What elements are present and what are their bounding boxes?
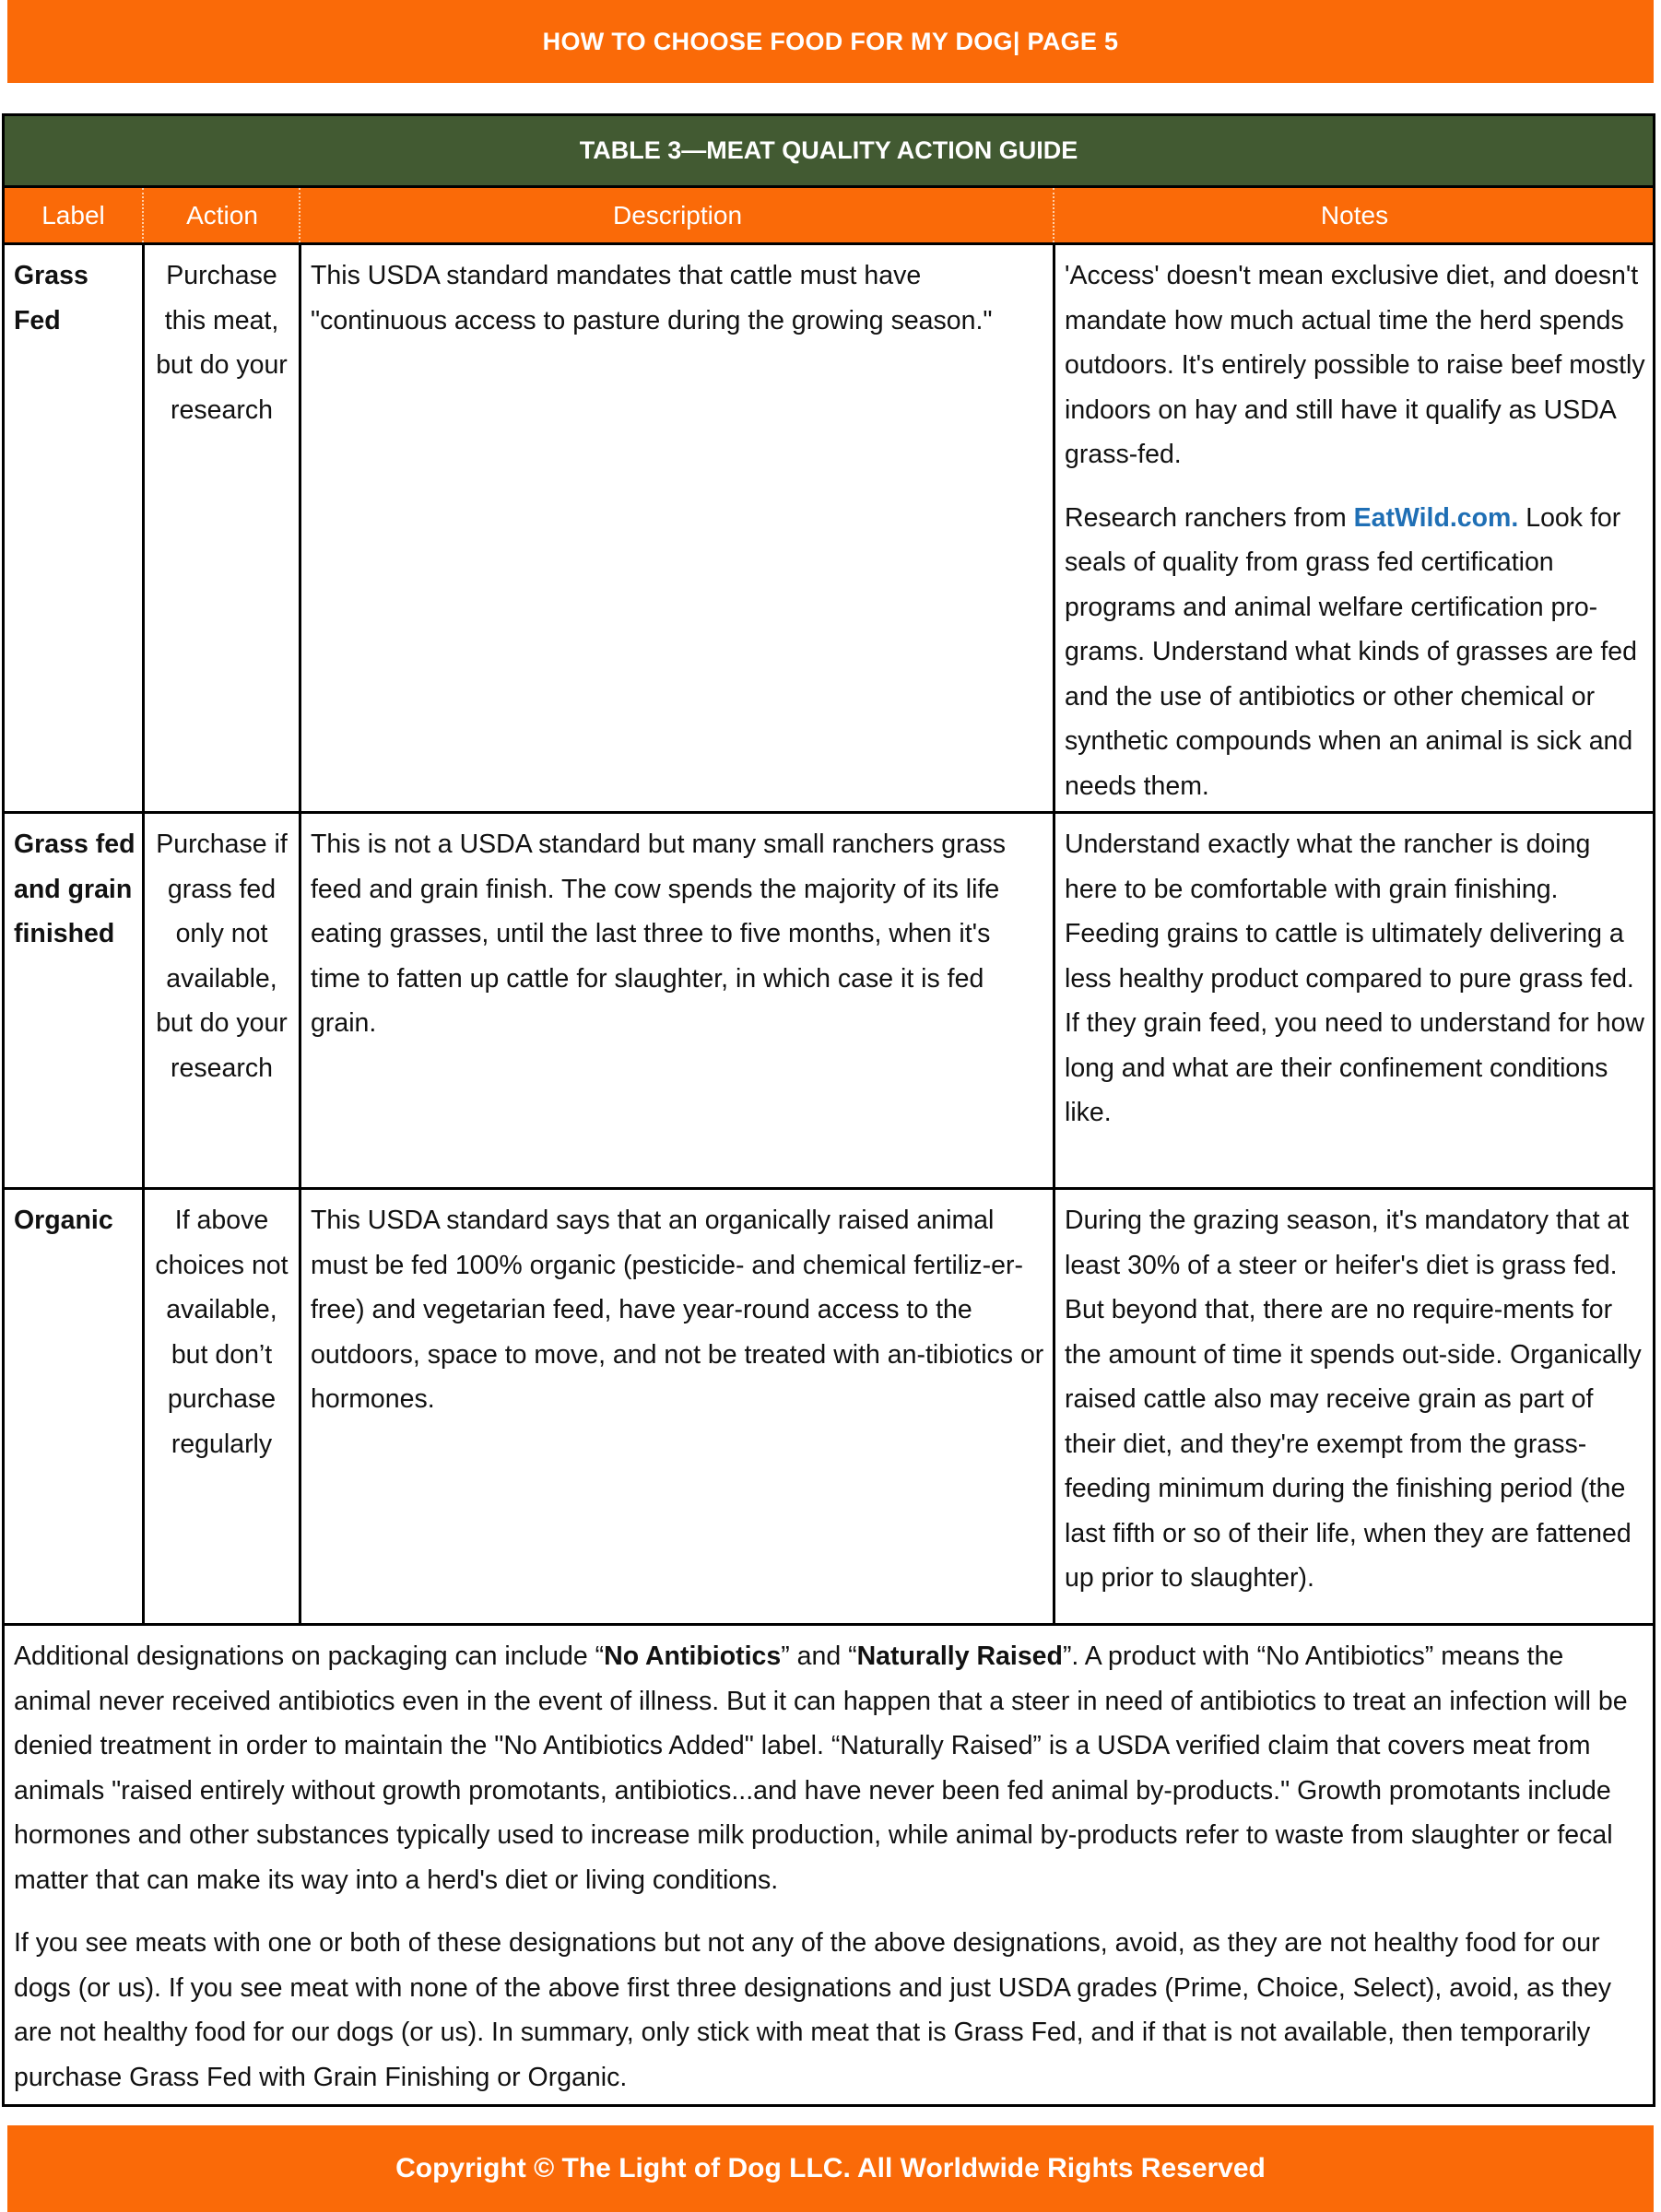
row-label: Grass fed and grain finished	[14, 830, 135, 948]
table-title-text: TABLE 3—MEAT QUALITY ACTION GUIDE	[579, 136, 1078, 164]
page-header-title: HOW TO CHOOSE FOOD FOR MY DOG| PAGE 5	[542, 27, 1119, 55]
row-action: Purchase if grass fed only not available, but do your research	[142, 814, 299, 1187]
table-header-row	[5, 188, 1653, 245]
copyright-text: Copyright © The Light of Dog LLC. All Worldwide Rights Reserved	[395, 2153, 1266, 2183]
column-header-description: Description	[299, 188, 1054, 242]
row-notes: During the grazing season, it's mandatory that at least 30% of a steer or heifer's diet is grass fed. But beyond that, there are no require-ments for the amount of time it spends out-side. Organically raised cattle also may receive grain as part of their diet, and they're exempt from the grass-feeding minimum during the finishing period (the last fifth or so of their life, when they are fattened up prior to slaughter).	[1053, 1190, 1653, 1623]
summary-bold-term: Naturally Raised	[856, 1641, 1063, 1671]
page-header	[7, 0, 1654, 83]
table-row	[5, 1190, 1653, 1626]
notes-paragraph	[1065, 496, 1649, 809]
summary-text: ” and “	[781, 1641, 857, 1671]
summary-text: ”. A product with “No Antibiotics” means the animal never received antibiotics even in the event of illness. But it can happen that a steer in need of antibiotics to treat an infection will be denied treatment in order to maintain the "No Antibiotics Added" label. “Naturally Raised” is a USDA verified claim that covers meat from animals "raised entirely without growth promotants, antibiotics...and have never been fed animal by-products." Growth promotants include hormones and other substances typically used to increase milk production, while animal by-products refer to waste from slaughter or fecal matter that can make its way into a herd's diet or living conditions.	[14, 1641, 1628, 1895]
notes-text: Research ranchers from	[1065, 502, 1354, 533]
row-action: Purchase this meat, but do your research	[142, 245, 299, 811]
row-notes	[1053, 245, 1653, 811]
table-summary	[5, 1626, 1653, 2100]
summary-bold-term: No Antibiotics	[604, 1641, 782, 1671]
table-title	[5, 116, 1653, 188]
notes-paragraph: 'Access' doesn't mean exclusive diet, and doesn't mandate how much actual time the herd spends outdoors. It's entirely possible to raise beef mostly indoors on hay and still have it qualify as USDA grass-fed.	[1065, 261, 1645, 469]
column-header-notes: Notes	[1053, 188, 1655, 242]
row-notes: Understand exactly what the rancher is doing here to be comfortable with grain finishing. Feeding grains to cattle is ultimately delivering a less healthy product compared to pure grass fed. If they grain feed, you need to understand for how long and what are their confinement conditions like.	[1053, 814, 1653, 1187]
row-label: Organic	[14, 1206, 113, 1235]
summary-paragraph	[14, 1634, 1643, 1902]
table-row	[5, 245, 1653, 814]
eatwild-link[interactable]: EatWild.com.	[1353, 502, 1519, 533]
summary-text: Additional designations on packaging can include “	[14, 1641, 605, 1671]
summary-paragraph: If you see meats with one or both of these designations but not any of the above designations, avoid, as they are not healthy food for our dogs (or us). If you see meat with none of the above first three designations and just USDA grades (Prime, Choice, Select), avoid, as they are not healthy food for our dogs (or us). In summary, only stick with meat that is Grass Fed, and if that is not available, then temporarily purchase Grass Fed with Grain Finishing or Organic.	[14, 1928, 1612, 2092]
column-header-action: Action	[142, 188, 300, 242]
table-row	[5, 814, 1653, 1190]
row-action: If above choices not available, but don’t purchase regularly	[142, 1190, 299, 1623]
row-description: This USDA standard says that an organically raised animal must be fed 100% organic (pesticide- and chemical fertiliz-er-free) and vegetarian feed, have year-round access to the outdoors, space to move, and not be treated with an-tibiotics or hormones.	[299, 1190, 1053, 1623]
page-footer	[7, 2125, 1654, 2212]
meat-quality-table	[2, 113, 1655, 2107]
row-label: Grass Fed	[14, 261, 88, 335]
row-description: This is not a USDA standard but many small ranchers grass feed and grain finish. The cow spends the majority of its life eating grasses, until the last three to five months, when it's time to fatten up cattle for slaughter, in which case it is fed grain.	[299, 814, 1053, 1187]
column-header-label: Label	[41, 200, 105, 229]
row-description: This USDA standard mandates that cattle must have "continuous access to pasture during the growing season."	[299, 245, 1053, 811]
notes-text: Look for seals of quality from grass fed certification programs and animal welfare certification pro-grams. Understand what kinds of grasses are fed and the use of antibiotics or other chemical or synthetic compounds when an animal is sick and needs them.	[1065, 502, 1637, 801]
